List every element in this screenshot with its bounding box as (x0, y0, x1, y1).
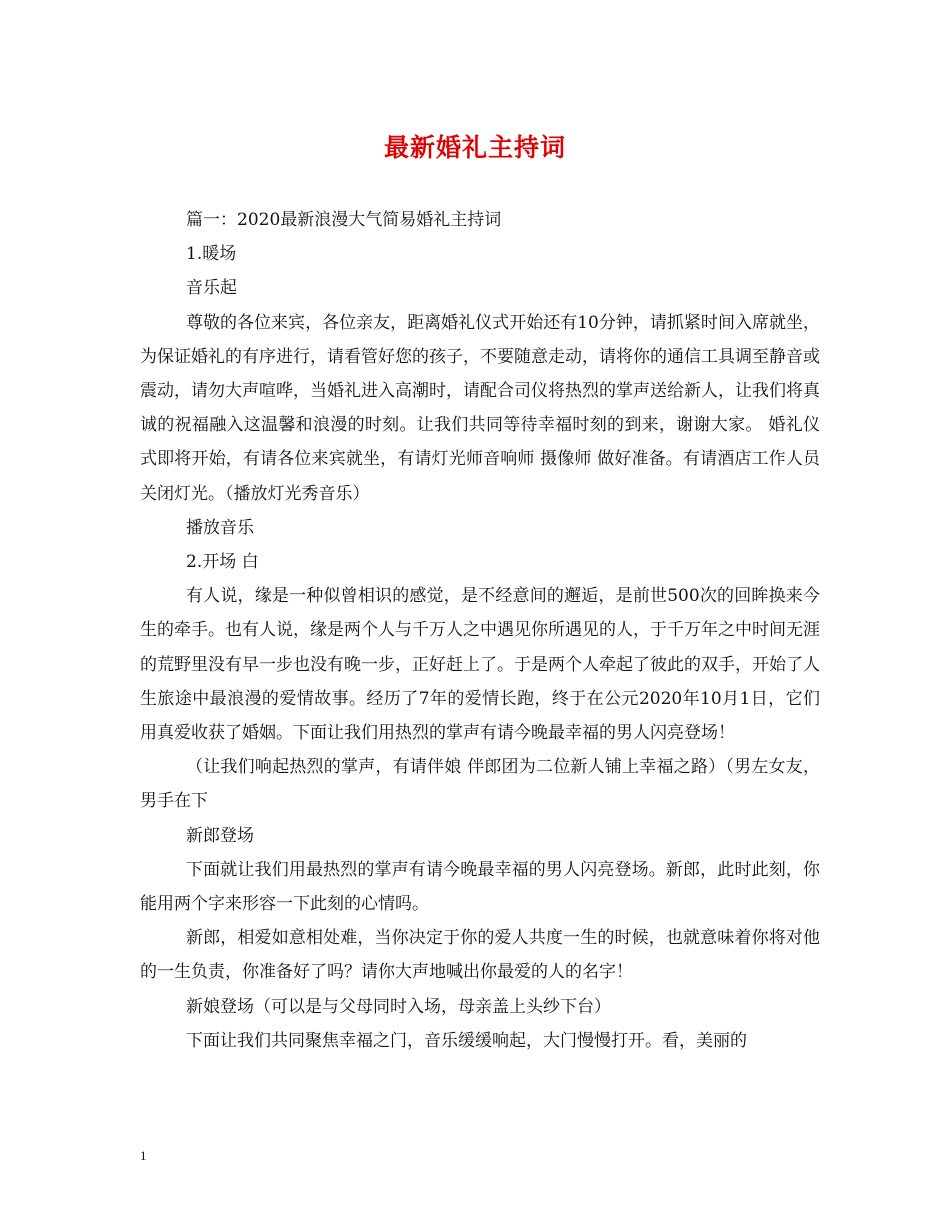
stage-direction-music: 音乐起 (186, 278, 237, 299)
paragraph: 新郎，相爱如意相处难，当你决定于你的爱人共度一生的时候，也就意味着你将对他的一生负责，你准备好了吗？请你大声地喊出你最爱的人的名字！ (140, 928, 820, 983)
section-heading: 篇一：2020最新浪漫大气简易婚礼主持词 (186, 210, 502, 230)
paragraph: 下面就让我们用最热烈的掌声有请今晚最幸福的男人闪亮登场。新郎，此时此刻，你能用两个字来形容一下此刻的心情吗。 (140, 859, 820, 915)
paragraph: 下面让我们共同聚焦幸福之门，音乐缓缓响起，大门慢慢打开。看，美丽的 (186, 1030, 747, 1051)
paragraph: （让我们响起热烈的掌声，有请伴娘 伴郎团为二位新人铺上幸福之路）（男左女友，男手在下 (140, 757, 820, 812)
paragraph: 尊敬的各位来宾，各位亲友，距离婚礼仪式开始还有10分钟，请抓紧时间入席就坐，为保证婚礼的有序进行，请看管好您的孩子，不要随意走动，请将你的通信工具调至静音或震动，请勿大声喧哗，当婚礼进入高潮时，请配合司仪将热烈的掌声送给新人，让我们将真诚的祝福融入这温馨和浪漫的时刻。让我们共同等待幸福时刻的到来，谢谢大家。 婚礼仪式即将开始，有请各位来宾就坐，有请灯光师音响师 摄像师 做好准备。有请酒店工作人员关闭灯光。（播放灯光秀音乐） (140, 312, 820, 504)
document-body (140, 203, 820, 1058)
subheading-bride-entrance: 新娘登场（可以是与父母同时入场，母亲盖上头纱下台） (186, 996, 611, 1017)
subheading-warmup: 1.暖场 (186, 244, 237, 265)
stage-direction-play-music: 播放音乐 (186, 517, 254, 538)
page-number: 1 (140, 1148, 147, 1163)
paragraph: 有人说，缘是一种似曾相识的感觉，是不经意间的邂逅，是前世500次的回眸换来今生的牵手。也有人说，缘是两个人与千万人之中遇见你所遇见的人，于千万年之中时间无涯 的荒野里没有早一步也没有晚一步，正好赶上了。于是两个人牵起了彼此的双手，开始了人生旅途中最浪漫的爱情故事。经历了7年的爱情长跑，终于在公元2020年10月1日，它们用真爱收获了婚姻。下面让我们用热烈的掌声有请今晚最幸福的男人闪亮登场！ (140, 586, 820, 744)
document-title: 最新婚礼主持词 (383, 133, 566, 162)
subheading-opening: 2.开场 白 (186, 552, 259, 573)
subheading-groom-entrance: 新郎登场 (186, 825, 254, 846)
